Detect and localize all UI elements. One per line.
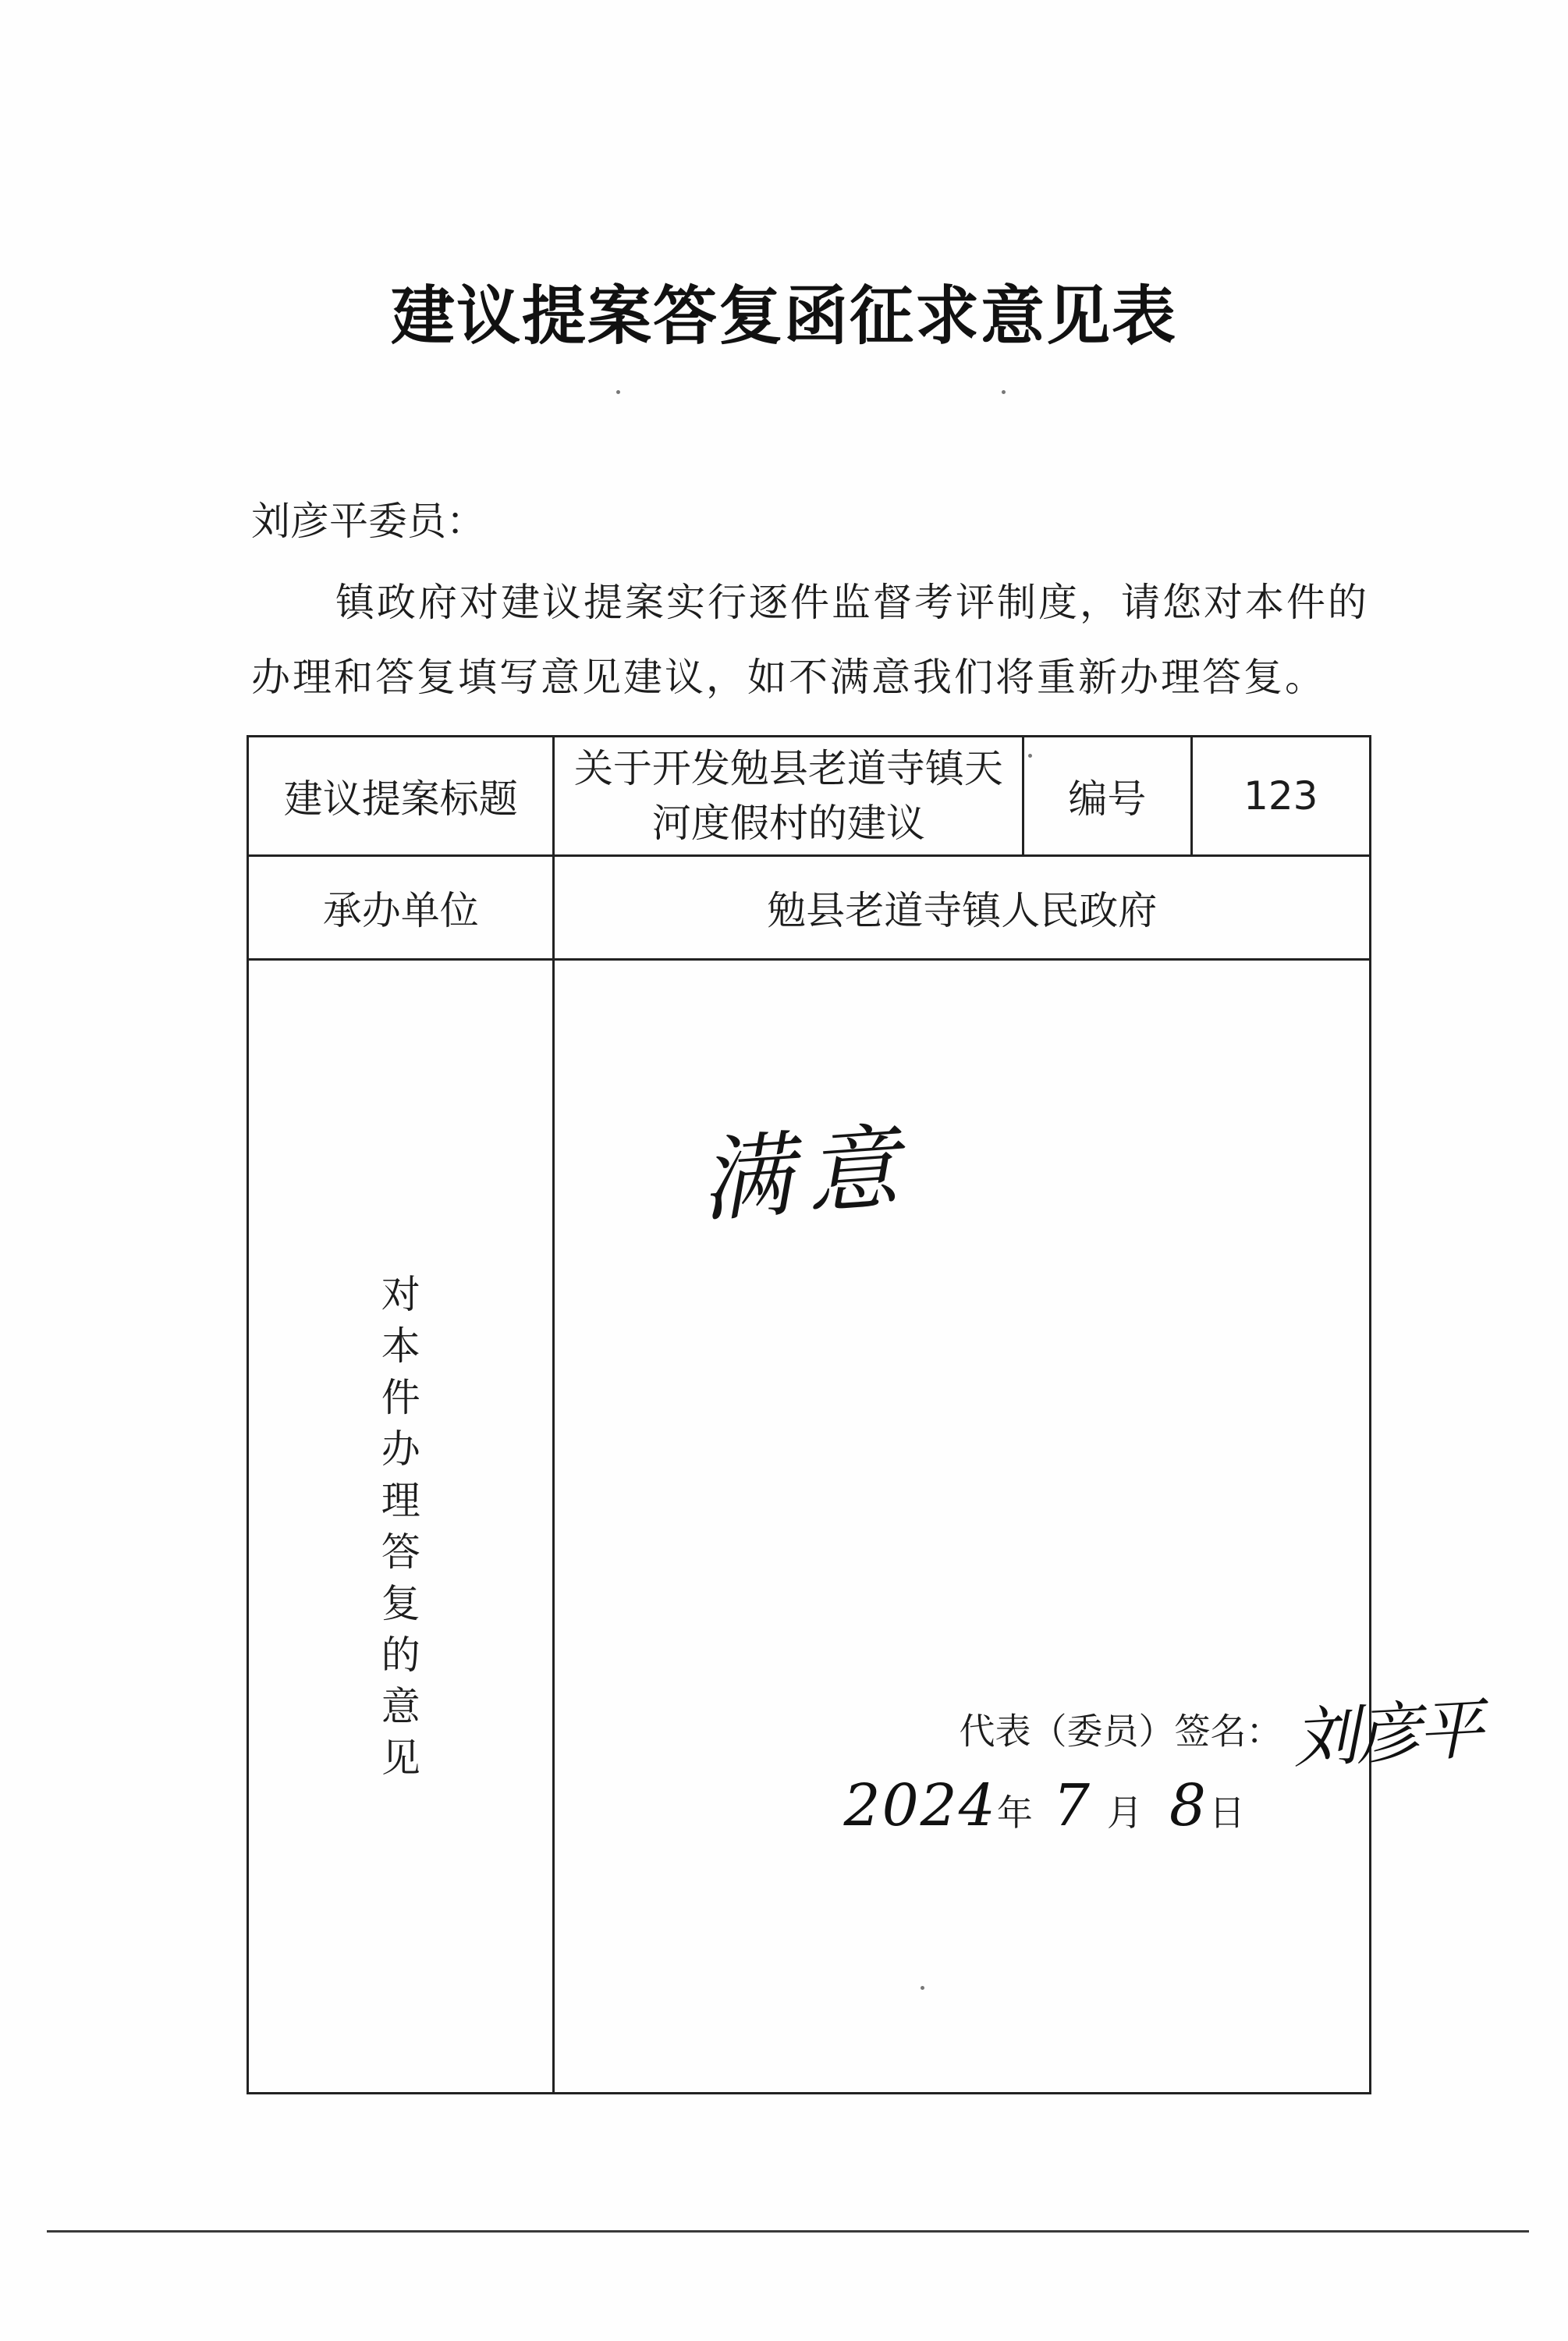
opinion-label: 对本件办理答复的意见 bbox=[381, 1272, 420, 1781]
date-year-unit: 年 bbox=[996, 1792, 1033, 1834]
signature-label: 代表（委员）签名： bbox=[959, 1710, 1282, 1753]
proposal-title-value: 关于开发勉县老道寺镇天河度假村的建议 bbox=[573, 746, 1003, 846]
handling-unit-label-cell bbox=[248, 856, 554, 960]
number-value-cell bbox=[1191, 737, 1370, 856]
handwritten-opinion: 满意 bbox=[697, 1112, 917, 1235]
date-year: 2024 bbox=[843, 1772, 997, 1839]
handling-unit-value: 勉县老道寺镇人民政府 bbox=[767, 888, 1158, 933]
salutation: 刘彦平委员： bbox=[251, 499, 485, 544]
date-month: 7 bbox=[1052, 1772, 1090, 1839]
date-day-unit: 日 bbox=[1209, 1792, 1245, 1834]
form-row-opinion bbox=[248, 960, 1371, 2094]
opinion-form-table bbox=[247, 735, 1483, 2094]
scan-speck bbox=[1028, 754, 1032, 758]
number-label-cell bbox=[1023, 737, 1191, 856]
date-line bbox=[843, 1772, 1245, 1839]
scan-speck bbox=[1002, 390, 1006, 394]
form-row-proposal bbox=[248, 737, 1371, 856]
scan-speck bbox=[616, 390, 620, 394]
signature-line bbox=[959, 1682, 1483, 1778]
number-label: 编号 bbox=[1068, 776, 1147, 822]
number-value: 123 bbox=[1243, 773, 1318, 819]
proposal-title-value-cell bbox=[554, 737, 1023, 856]
opinion-label-cell bbox=[248, 960, 554, 2094]
document-title: 建议提案答复函征求意见表 bbox=[390, 279, 1177, 353]
intro-paragraph: 镇政府对建议提案实行逐件监督考评制度，请您对本件的办理和答复填写意见建议，如不满意我们将重新办理答复。 bbox=[251, 580, 1369, 700]
bottom-rule bbox=[47, 2230, 1529, 2233]
date-day: 8 bbox=[1169, 1772, 1206, 1839]
scan-speck bbox=[921, 1986, 924, 1990]
proposal-title-label: 建议提案标题 bbox=[283, 776, 518, 822]
proposal-title-label-cell bbox=[248, 737, 554, 856]
date-month-unit: 月 bbox=[1106, 1792, 1143, 1834]
handling-unit-label: 承办单位 bbox=[322, 888, 479, 933]
handling-unit-value-cell bbox=[554, 856, 1371, 960]
opinion-content-cell bbox=[554, 960, 1483, 2094]
handwritten-signature: 刘彦平 bbox=[1291, 1690, 1483, 1778]
form-row-unit bbox=[248, 856, 1371, 960]
